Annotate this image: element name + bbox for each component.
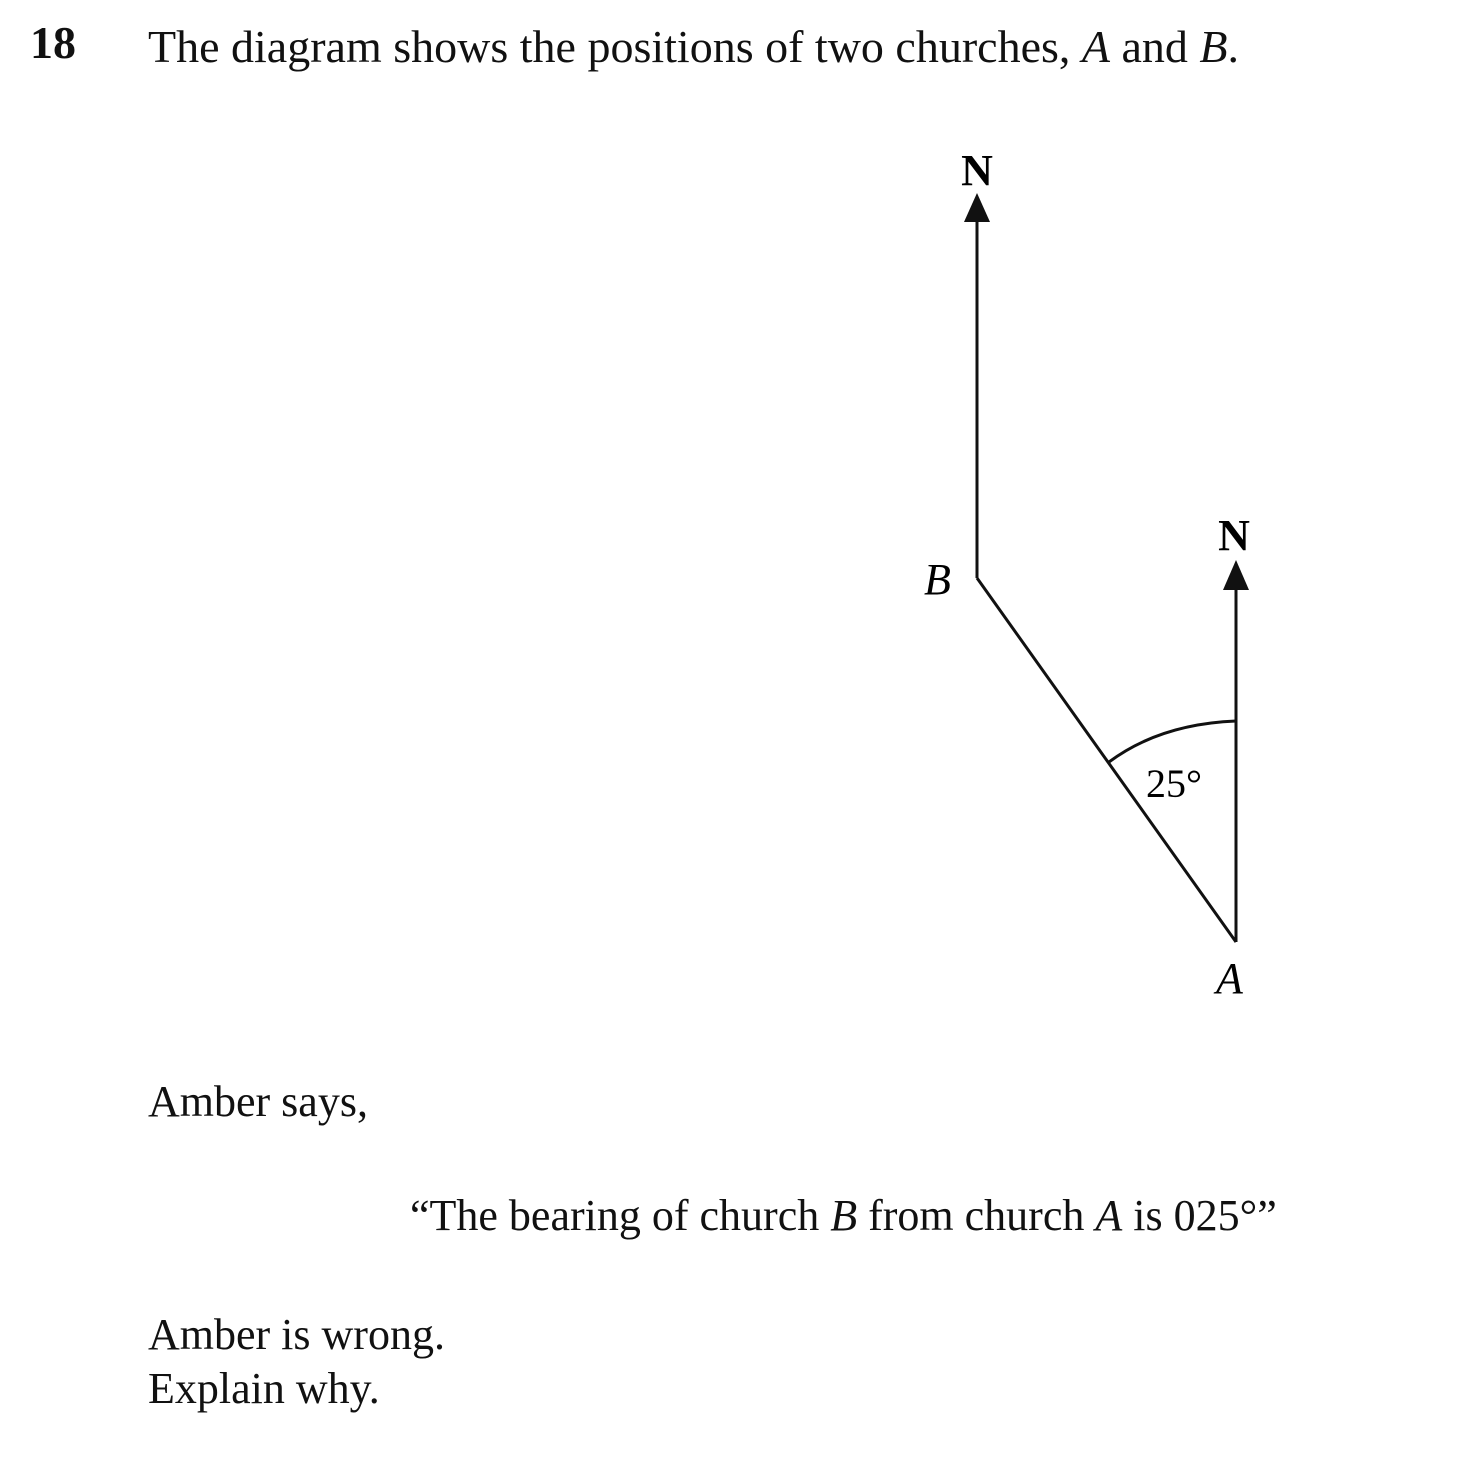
intro-and: and xyxy=(1110,21,1200,72)
question-number: 18 xyxy=(30,17,76,68)
point-label-a: A xyxy=(1216,954,1243,1003)
north-arrow-a xyxy=(1223,560,1249,590)
angle-arc xyxy=(1109,721,1236,762)
quote-point-a: A xyxy=(1095,1191,1123,1240)
intro-point-b: B xyxy=(1199,21,1228,72)
quote-point-b: B xyxy=(830,1191,858,1240)
north-arrow-b xyxy=(964,193,990,222)
amber-quote xyxy=(410,1192,1277,1240)
north-label-b: N xyxy=(961,146,993,195)
task-line-2: Explain why. xyxy=(148,1363,380,1413)
task-line-1: Amber is wrong. xyxy=(148,1310,445,1359)
intro-point-a: A xyxy=(1081,21,1110,72)
angle-label: 25° xyxy=(1146,761,1202,806)
intro-end: . xyxy=(1227,21,1240,72)
point-label-b: B xyxy=(924,555,951,604)
quote-end: is 025°” xyxy=(1122,1191,1277,1240)
amber-says: Amber says, xyxy=(148,1077,368,1126)
quote-text: “The bearing of church xyxy=(410,1191,831,1240)
quote-mid: from church xyxy=(857,1191,1096,1240)
intro-text: The diagram shows the positions of two churches, xyxy=(148,21,1082,72)
task-block xyxy=(148,1308,445,1415)
north-label-a: N xyxy=(1218,511,1250,560)
line-b-to-a xyxy=(977,578,1236,942)
